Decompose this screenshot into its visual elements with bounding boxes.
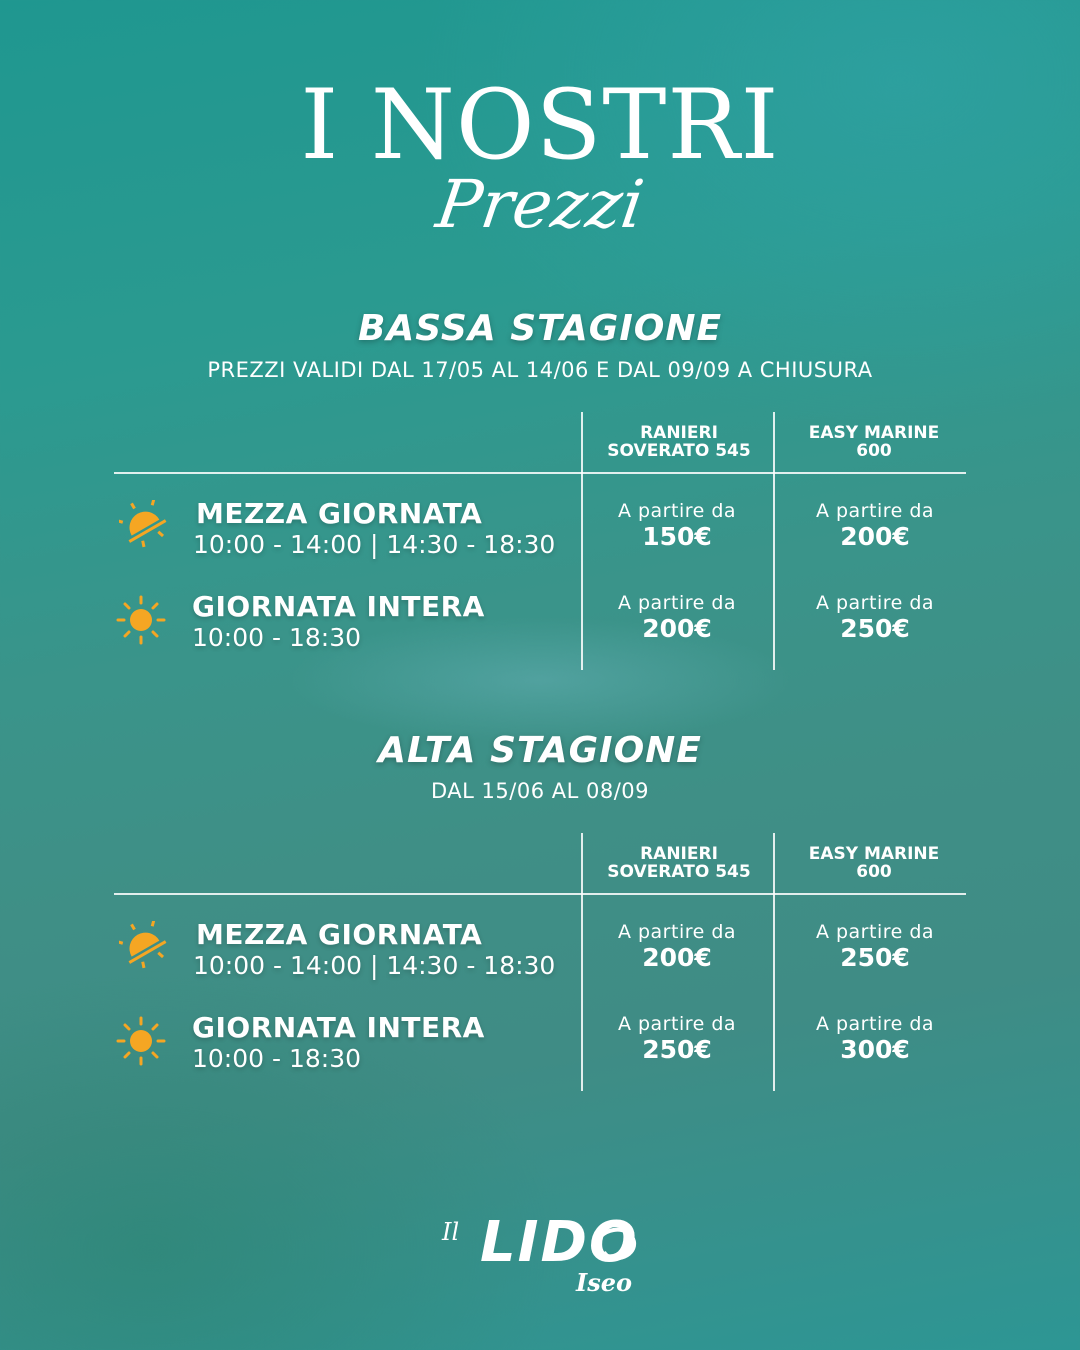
table-divider xyxy=(114,893,966,895)
row-time: 10:00 - 18:30 xyxy=(192,1044,362,1073)
high-season-title: ALTA STAGIONE xyxy=(378,730,702,771)
row-name: GIORNATA INTERA xyxy=(192,1011,485,1044)
from-label: A partire da xyxy=(617,592,737,614)
table-divider xyxy=(114,472,966,474)
row-name: GIORNATA INTERA xyxy=(192,590,485,623)
low-season-title: BASSA STAGIONE xyxy=(357,308,723,349)
row-name: MEZZA GIORNATA xyxy=(196,497,483,530)
column-header-ranieri xyxy=(583,845,775,881)
column-header-easy-marine xyxy=(778,845,970,881)
column-header-line: SOVERATO 545 xyxy=(607,441,751,461)
from-label: A partire da xyxy=(815,500,935,522)
sun-icon xyxy=(116,1016,166,1066)
column-header-line: SOVERATO 545 xyxy=(607,862,751,882)
from-label: A partire da xyxy=(815,592,935,614)
column-header-ranieri xyxy=(583,424,775,460)
logo-il: Il xyxy=(442,1218,460,1246)
price: 250€ xyxy=(840,614,910,643)
column-header-line: EASY MARINE xyxy=(808,844,940,864)
column-header-line: EASY MARINE xyxy=(808,423,940,443)
sun-icon xyxy=(116,595,166,645)
row-time: 10:00 - 18:30 xyxy=(192,623,362,652)
price: 200€ xyxy=(642,614,712,643)
page-title: I NOSTRI xyxy=(300,69,780,181)
page-subtitle-script: Prezzi xyxy=(431,166,649,243)
column-header-line: 600 xyxy=(856,862,892,882)
price: 200€ xyxy=(840,522,910,551)
high-season-subtitle: DAL 15/06 AL 08/09 xyxy=(431,779,649,803)
column-header-line: 600 xyxy=(856,441,892,461)
price: 250€ xyxy=(840,943,910,972)
price: 200€ xyxy=(642,943,712,972)
price: 300€ xyxy=(840,1035,910,1064)
half-sun-icon xyxy=(119,500,169,550)
logo-sub: Iseo xyxy=(576,1268,633,1297)
half-sun-icon xyxy=(119,921,169,971)
price: 150€ xyxy=(642,522,712,551)
price: 250€ xyxy=(642,1035,712,1064)
from-label: A partire da xyxy=(815,921,935,943)
column-header-line: RANIERI xyxy=(640,844,718,864)
row-name: MEZZA GIORNATA xyxy=(196,918,483,951)
from-label: A partire da xyxy=(617,1013,737,1035)
from-label: A partire da xyxy=(617,500,737,522)
row-time: 10:00 - 14:00 | 14:30 - 18:30 xyxy=(193,951,556,980)
from-label: A partire da xyxy=(617,921,737,943)
wave-icon xyxy=(590,1218,640,1268)
logo-main: LIDO xyxy=(480,1210,639,1275)
low-season-subtitle: PREZZI VALIDI DAL 17/05 AL 14/06 E DAL 09/09 A CHIUSURA xyxy=(207,358,873,382)
from-label: A partire da xyxy=(815,1013,935,1035)
row-time: 10:00 - 14:00 | 14:30 - 18:30 xyxy=(193,530,556,559)
column-header-line: RANIERI xyxy=(640,423,718,443)
column-header-easy-marine xyxy=(778,424,970,460)
